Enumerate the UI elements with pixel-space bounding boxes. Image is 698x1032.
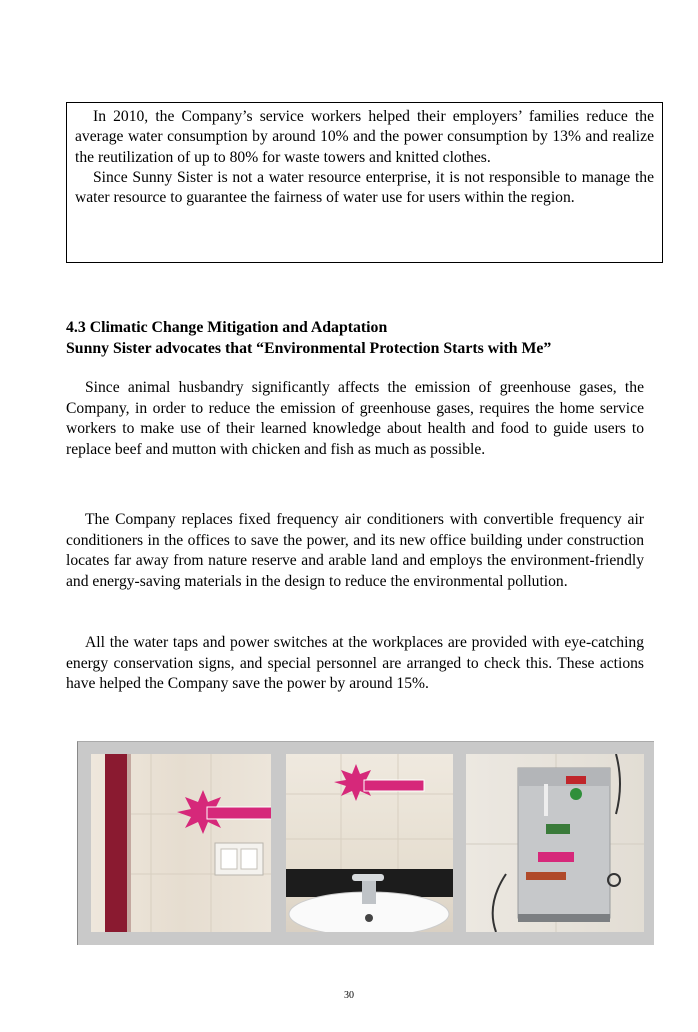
water-tap-illustration <box>286 754 453 932</box>
body-paragraph-3: All the water taps and power switches at the workplaces are provided with eye-catching energy conservation signs, and special personnel are arranged to check this. These actions have helped the Company save the power by around 15%. <box>66 634 644 692</box>
light-switch-photo <box>91 754 271 932</box>
section-heading <box>66 317 666 359</box>
photo-strip <box>77 741 654 945</box>
section-title: 4.3 Climatic Change Mitigation and Adaptation <box>66 319 388 336</box>
section-subtitle: Sunny Sister advocates that “Environmental Protection Starts with Me” <box>66 340 552 357</box>
page-number: 30 <box>344 990 354 1001</box>
body-paragraph-2: The Company replaces fixed frequency air conditioners with convertible frequency air conditioners in the offices to save the power, and its new office building under construction locates far away from nature reserve and arable land and employs the environment-friendly and energy-saving materials in the design to reduce the environmental pollution. <box>66 511 644 590</box>
water-tap-photo <box>286 754 453 932</box>
water-boiler-illustration <box>466 754 644 932</box>
light-switch-illustration <box>91 754 271 932</box>
box-paragraph-1: In 2010, the Company’s service workers helped their employers’ families reduce the average water consumption by around 10% and the power consumption by 13% and realize the reutilization of up to 80% for waste towers and knitted clothes. <box>75 108 654 166</box>
box-paragraph-2: Since Sunny Sister is not a water resource enterprise, it is not responsible to manage the water resource to guarantee the fairness of water use for users within the region. <box>75 168 654 207</box>
water-boiler-photo <box>466 754 644 932</box>
text-box <box>66 102 663 263</box>
body-paragraph-1: Since animal husbandry significantly affects the emission of greenhouse gases, the Company, in order to reduce the emission of greenhouse gases, requires the home service workers to make use of their learned knowledge about health and food to guide users to replace beef and mutton with chicken and fish as much as possible. <box>66 379 644 458</box>
